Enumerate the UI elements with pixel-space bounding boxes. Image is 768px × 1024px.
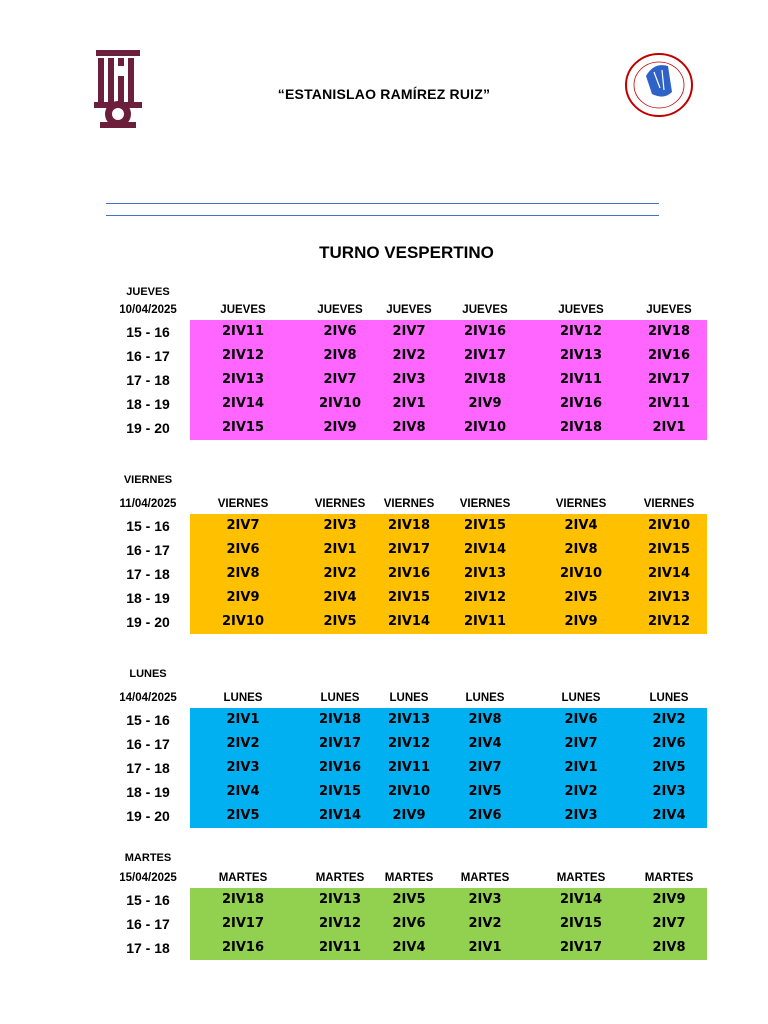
group-cell: 2IV12 [559,324,603,339]
group-cell: 2IV2 [226,736,260,751]
group-cell: 2IV1 [323,542,357,557]
group-cell: 2IV12 [318,916,362,931]
group-cell: 2IV7 [323,372,357,387]
column-header: MARTES [556,872,606,884]
section-day-label: JUEVES [126,286,170,298]
group-cell: 2IV14 [387,614,431,629]
column-header: VIERNES [555,498,607,510]
group-cell: 2IV18 [647,324,691,339]
group-cell: 2IV17 [647,372,691,387]
time-slot: 17 - 18 [126,760,170,776]
group-cell: 2IV18 [318,712,362,727]
time-slot: 19 - 20 [126,808,170,824]
group-cell: 2IV14 [647,566,691,581]
group-cell: 2IV15 [647,542,691,557]
group-cell: 2IV3 [652,784,686,799]
group-cell: 2IV2 [323,566,357,581]
group-cell: 2IV8 [226,566,260,581]
column-header: JUEVES [646,304,692,316]
section-date: 10/04/2025 [119,304,177,316]
time-slot: 15 - 16 [126,712,170,728]
group-cell: 2IV5 [323,614,357,629]
column-header: LUNES [223,692,263,704]
group-cell: 2IV10 [221,614,265,629]
group-cell: 2IV8 [652,940,686,955]
column-header: LUNES [561,692,601,704]
section-date: 15/04/2025 [119,872,177,884]
group-cell: 2IV9 [392,808,426,823]
group-cell: 2IV3 [323,518,357,533]
column-header: MARTES [644,872,694,884]
time-slot: 16 - 17 [126,736,170,752]
shift-title: TURNO VESPERTINO [319,243,494,262]
group-cell: 2IV4 [564,518,598,533]
group-cell: 2IV2 [392,348,426,363]
group-cell: 2IV17 [559,940,603,955]
group-cell: 2IV11 [647,396,691,411]
group-cell: 2IV6 [652,736,686,751]
group-cell: 2IV17 [318,736,362,751]
group-cell: 2IV7 [564,736,598,751]
group-cell: 2IV16 [463,324,507,339]
group-cell: 2IV5 [652,760,686,775]
group-cell: 2IV4 [323,590,357,605]
group-cell: 2IV7 [468,760,502,775]
time-slot: 19 - 20 [126,420,170,436]
time-slot: 19 - 20 [126,614,170,630]
group-cell: 2IV10 [559,566,603,581]
group-cell: 2IV10 [463,420,507,435]
group-cell: 2IV18 [463,372,507,387]
group-cell: 2IV1 [392,396,426,411]
group-cell: 2IV9 [652,892,686,907]
group-cell: 2IV6 [468,808,502,823]
group-cell: 2IV17 [221,916,265,931]
group-cell: 2IV12 [221,348,265,363]
group-cell: 2IV3 [226,760,260,775]
group-cell: 2IV6 [226,542,260,557]
group-cell: 2IV11 [463,614,507,629]
group-cell: 2IV4 [226,784,260,799]
time-slot: 16 - 17 [126,542,170,558]
cecyt-logo [624,52,694,118]
group-cell: 2IV13 [387,712,431,727]
group-cell: 2IV3 [392,372,426,387]
group-cell: 2IV11 [318,940,362,955]
group-cell: 2IV6 [392,916,426,931]
group-cell: 2IV9 [323,420,357,435]
group-cell: 2IV18 [559,420,603,435]
column-header: VIERNES [217,498,269,510]
column-header: JUEVES [317,304,363,316]
group-cell: 2IV16 [559,396,603,411]
time-slot: 18 - 19 [126,396,170,412]
group-cell: 2IV1 [468,940,502,955]
section-day-label: LUNES [129,668,167,680]
group-cell: 2IV15 [221,420,265,435]
group-cell: 2IV5 [564,590,598,605]
group-cell: 2IV5 [468,784,502,799]
group-cell: 2IV2 [468,916,502,931]
group-cell: 2IV9 [468,396,502,411]
column-header: LUNES [389,692,429,704]
group-cell: 2IV12 [463,590,507,605]
group-cell: 2IV15 [463,518,507,533]
column-header: JUEVES [386,304,432,316]
column-header: MARTES [315,872,365,884]
group-cell: 2IV12 [387,736,431,751]
group-cell: 2IV8 [564,542,598,557]
group-cell: 2IV14 [221,396,265,411]
group-cell: 2IV7 [226,518,260,533]
group-cell: 2IV14 [318,808,362,823]
column-header: VIERNES [383,498,435,510]
group-cell: 2IV15 [318,784,362,799]
group-cell: 2IV2 [564,784,598,799]
column-header: LUNES [320,692,360,704]
group-cell: 2IV14 [559,892,603,907]
column-header: MARTES [384,872,434,884]
group-cell: 2IV17 [463,348,507,363]
group-cell: 2IV8 [392,420,426,435]
group-cell: 2IV10 [387,784,431,799]
group-cell: 2IV14 [463,542,507,557]
section-date: 14/04/2025 [119,692,177,704]
group-cell: 2IV4 [652,808,686,823]
time-slot: 15 - 16 [126,518,170,534]
group-cell: 2IV3 [468,892,502,907]
header-rule-bottom [106,215,659,216]
group-cell: 2IV11 [221,324,265,339]
group-cell: 2IV12 [647,614,691,629]
group-cell: 2IV13 [559,348,603,363]
group-cell: 2IV18 [387,518,431,533]
header-rule-top [106,203,659,204]
group-cell: 2IV1 [564,760,598,775]
group-cell: 2IV17 [387,542,431,557]
column-header: LUNES [649,692,689,704]
group-cell: 2IV5 [392,892,426,907]
group-cell: 2IV16 [647,348,691,363]
group-cell: 2IV16 [221,940,265,955]
group-cell: 2IV8 [323,348,357,363]
group-cell: 2IV9 [226,590,260,605]
group-cell: 2IV15 [559,916,603,931]
group-cell: 2IV10 [318,396,362,411]
school-name: “ESTANISLAO RAMÍREZ RUIZ” [277,86,491,102]
group-cell: 2IV7 [392,324,426,339]
time-slot: 18 - 19 [126,784,170,800]
group-cell: 2IV3 [564,808,598,823]
time-slot: 17 - 18 [126,940,170,956]
group-cell: 2IV7 [652,916,686,931]
group-cell: 2IV4 [468,736,502,751]
column-header: MARTES [218,872,268,884]
group-cell: 2IV13 [318,892,362,907]
ipn-logo [90,44,146,130]
group-cell: 2IV1 [652,420,686,435]
group-cell: 2IV11 [559,372,603,387]
group-cell: 2IV15 [387,590,431,605]
group-cell: 2IV16 [318,760,362,775]
group-cell: 2IV9 [564,614,598,629]
group-cell: 2IV2 [652,712,686,727]
section-day-label: VIERNES [123,474,173,486]
column-header: VIERNES [459,498,511,510]
group-cell: 2IV6 [323,324,357,339]
group-cell: 2IV8 [468,712,502,727]
column-header: JUEVES [220,304,266,316]
time-slot: 16 - 17 [126,916,170,932]
column-header: VIERNES [643,498,695,510]
group-cell: 2IV4 [392,940,426,955]
group-cell: 2IV10 [647,518,691,533]
time-slot: 17 - 18 [126,566,170,582]
group-cell: 2IV13 [221,372,265,387]
time-slot: 16 - 17 [126,348,170,364]
group-cell: 2IV11 [387,760,431,775]
time-slot: 15 - 16 [126,324,170,340]
column-header: VIERNES [314,498,366,510]
column-header: LUNES [465,692,505,704]
group-cell: 2IV5 [226,808,260,823]
group-cell: 2IV18 [221,892,265,907]
section-date: 11/04/2025 [119,498,177,510]
column-header: JUEVES [462,304,508,316]
time-slot: 18 - 19 [126,590,170,606]
time-slot: 17 - 18 [126,372,170,388]
group-cell: 2IV6 [564,712,598,727]
column-header: JUEVES [558,304,604,316]
group-cell: 2IV16 [387,566,431,581]
group-cell: 2IV13 [647,590,691,605]
column-header: MARTES [460,872,510,884]
section-day-label: MARTES [124,852,172,864]
group-cell: 2IV13 [463,566,507,581]
time-slot: 15 - 16 [126,892,170,908]
group-cell: 2IV1 [226,712,260,727]
